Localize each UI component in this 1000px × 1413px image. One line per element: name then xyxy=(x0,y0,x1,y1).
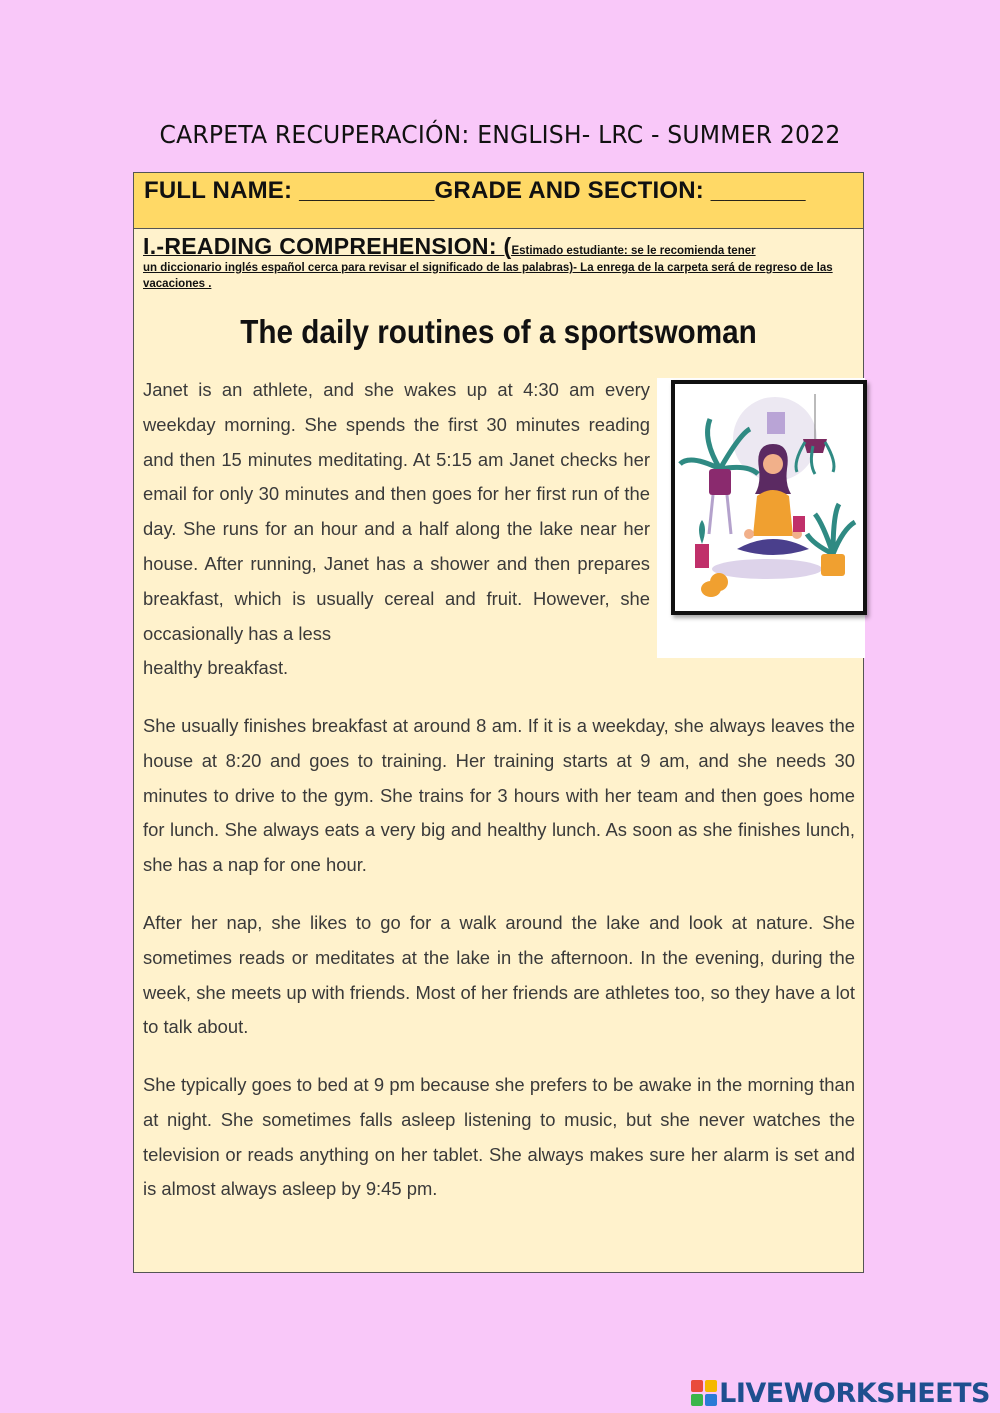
reading-comprehension-heading xyxy=(143,233,855,292)
liveworksheets-logo[interactable] xyxy=(691,1375,990,1411)
page-title: CARPETA RECUPERACIÓN: ENGLISH- LRC - SUMMER 2022 xyxy=(159,120,841,149)
story-paragraph-1: Janet is an athlete, and she wakes up at 4:30 am every weekday morning. She spends the first 30 minutes reading and then 15 minutes meditating. At 5:15 am Janet checks her email for only 30 minutes and then goes for her first run of the day. She runs for an hour and a half along the lake near her house. After running, Janet has a shower and then prepares breakfast, which is usually cereal and fruit. However, she occasionally has a less xyxy=(143,379,650,644)
story-title: The daily routines of a sportswoman xyxy=(240,313,757,350)
section-note: un diccionario inglés español cerca para revisar el significado de las palabras)- La enrega de la carpeta será de regreso de las vacaciones . xyxy=(143,262,833,290)
story-paragraph-1-end: healthy breakfast. xyxy=(143,657,289,678)
name-section-band xyxy=(134,173,863,229)
section-heading: I.-READING COMPREHENSION: ( xyxy=(143,233,512,259)
liveworksheets-logo-text: LIVEWORKSHEETS xyxy=(719,1377,990,1409)
section-note-inline: Estimado estudiante: se le recomienda tener xyxy=(511,245,756,257)
liveworksheets-logo-icon xyxy=(691,1380,717,1406)
story-paragraph-3: After her nap, she likes to go for a walk around the lake and look at nature. She sometimes reads or meditates at the lake in the afternoon. In the evening, during the week, she meets up with friends. Most of her friends are athletes too, so they have a lot to talk about. xyxy=(143,912,855,1038)
full-name-grade-section-line: FULL NAME: __________GRADE AND SECTION: _______ xyxy=(144,177,806,204)
story-paragraph-4: She typically goes to bed at 9 pm because she prefers to be awake in the morning than at night. She sometimes falls asleep listening to music, but she never watches the television or reads anything on her tablet. She always makes sure her alarm is set and is almost always asleep by 9:45 pm. xyxy=(143,1074,855,1200)
worksheet xyxy=(133,172,864,1273)
story-paragraph-2: She usually finishes breakfast at around 8 am. If it is a weekday, she always leaves the house at 8:20 and goes to training. Her training starts at 9 am, and she needs 30 minutes to drive to the gym. She trains for 3 hours with her team and then goes home for lunch. She always eats a very big and healthy lunch. As soon as she finishes lunch, she has a nap for one hour. xyxy=(143,715,855,876)
meditating-woman-illustration xyxy=(671,380,867,615)
